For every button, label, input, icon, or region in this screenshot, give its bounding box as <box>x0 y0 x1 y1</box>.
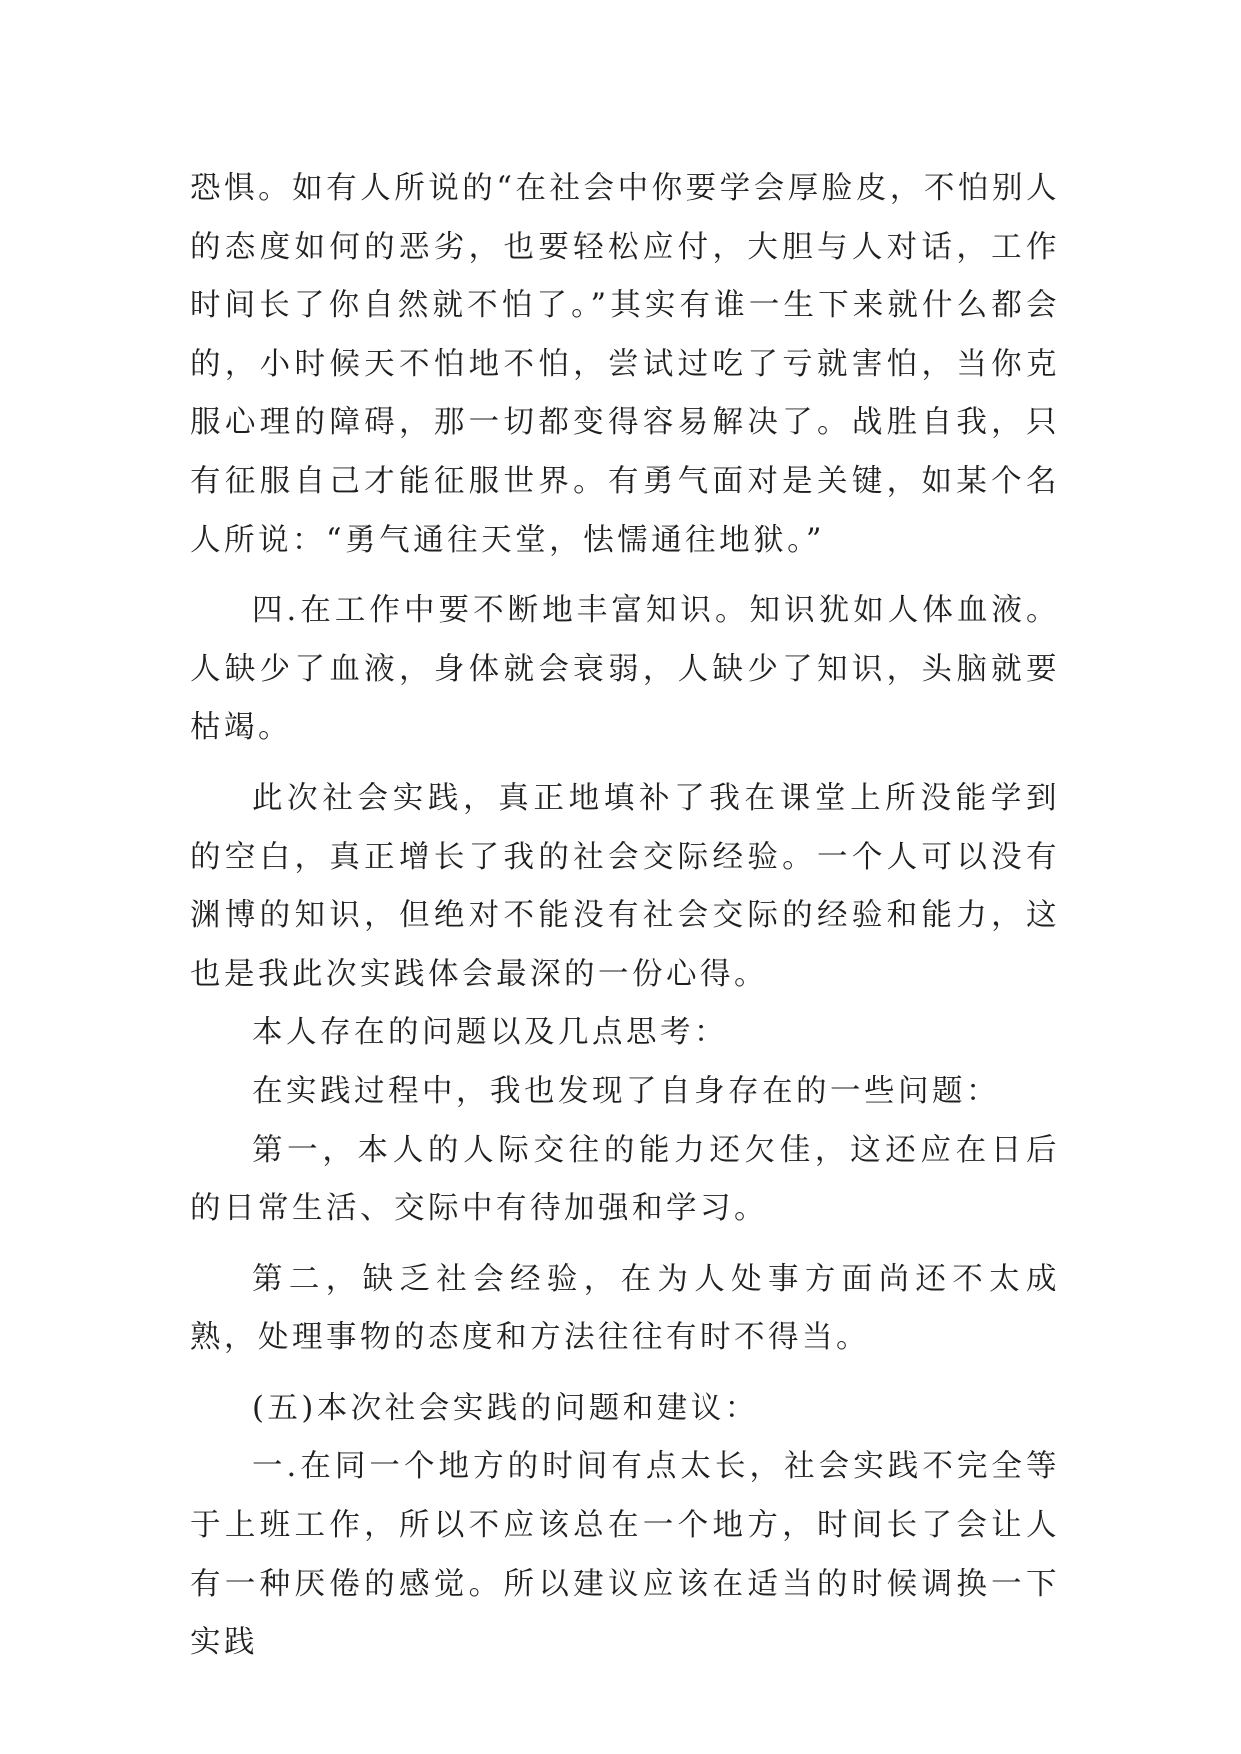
paragraph-practice-summary: 此次社会实践，真正地填补了我在课堂上所没能学到的空白，真正增长了我的社会交际经验。一个人可以没有渊博的知识，但绝对不能没有社会交际的经验和能力，这也是我此次实践体会最深的一份心得。 <box>190 780 1060 992</box>
paragraph-problems-heading: 本人存在的问题以及几点思考： <box>252 1015 728 1051</box>
paragraph-fear-courage: 恐惧。如有人所说的“在社会中你要学会厚脸皮，不怕别人的态度如何的恶劣，也要轻松应付，大胆与人对话，工作时间长了你自然就不怕了。”其实有谁一生下来就什么都会的，小时候天不怕地不怕，尝试过吃了亏就害怕，当你克服心理的障碍，那一切都变得容易解决了。战胜自我，只有征服自己才能征服世界。有勇气面对是关键，如某个名人所说：“勇气通往天堂，怯懦通往地狱。” <box>190 171 1060 558</box>
document-body <box>190 160 1060 1673</box>
paragraph-problems-intro: 在实践过程中，我也发现了自身存在的一些问题： <box>252 1073 1000 1109</box>
paragraph-suggestion-one: 一.在同一个地方的时间有点太长，社会实践不完全等于上班工作，所以不应该总在一个地方，时间长了会让人有一种厌倦的感觉。所以建议应该在适当的时候调换一下实践 <box>190 1449 1060 1661</box>
paragraph-problem-two: 第二，缺乏社会经验，在为人处事方面尚还不太成熟，处理事物的态度和方法往往有时不得当。 <box>190 1261 1060 1356</box>
paragraph-enrich-knowledge: 四.在工作中要不断地丰富知识。知识犹如人体血液。人缺少了血液，身体就会衰弱，人缺少了知识，头脑就要枯竭。 <box>190 593 1060 746</box>
paragraph-problem-one: 第一，本人的人际交往的能力还欠佳，这还应在日后的日常生活、交际中有待加强和学习。 <box>190 1132 1060 1227</box>
section-heading-five: (五)本次社会实践的问题和建议： <box>252 1390 759 1426</box>
